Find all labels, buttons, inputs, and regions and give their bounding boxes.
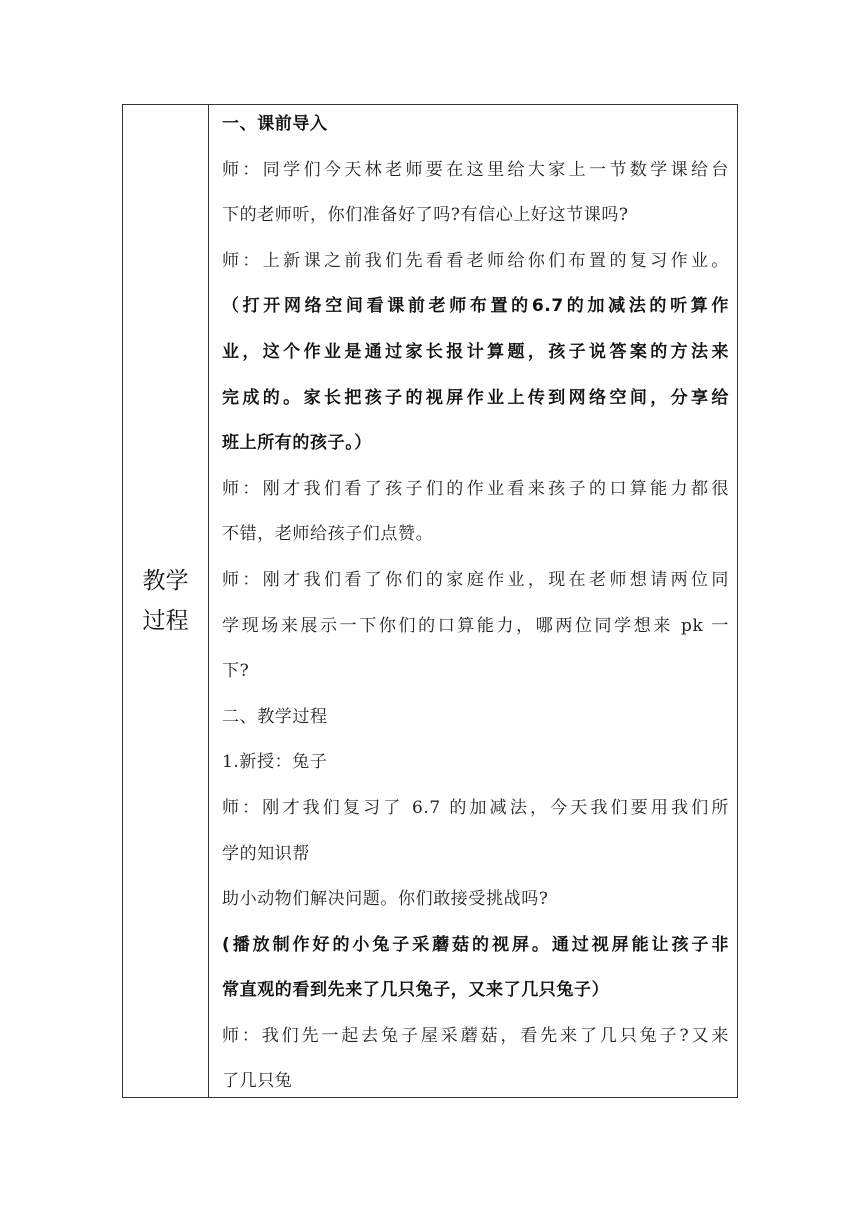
content-line: 师：刚才我们看了你们的家庭作业，现在老师想请两位同 [222, 569, 729, 590]
content-line: 常直观的看到先来了几只兔子，又来了几只兔子） [222, 980, 610, 1001]
content-line: 完成的。家长把孩子的视屏作业上传到网络空间，分享给 [222, 387, 729, 408]
content-line: 1.新授：兔子 [222, 752, 328, 773]
content-line: （打开网络空间看课前老师布置的6.7的加减法的听算作 [222, 296, 729, 317]
section-label-cell [123, 105, 209, 1097]
content-line: 学的知识帮 [222, 843, 310, 864]
content-line: 师：上新课之前我们先看看老师给你们布置的复习作业。 [222, 250, 729, 271]
content-line: 师：我们先一起去兔子屋采蘑菇，看先来了几只兔子?又来 [222, 1025, 729, 1046]
content-line: 业，这个作业是通过家长报计算题，孩子说答案的方法来 [222, 341, 729, 362]
content-line: 师：同学们今天林老师要在这里给大家上一节数学课给台 [222, 159, 729, 180]
content-line: 助小动物们解决问题。你们敢接受挑战吗? [222, 889, 549, 910]
content-line: 班上所有的孩子。） [222, 433, 372, 454]
content-line: 下? [222, 661, 250, 682]
content-line: 不错，老师给孩子们点赞。 [222, 524, 434, 545]
content-line: 师：刚才我们复习了 6.7 的加减法，今天我们要用我们所 [222, 797, 729, 818]
section-label: 教学过程 [142, 568, 189, 634]
content-line: 学现场来展示一下你们的口算能力，哪两位同学想来 pk 一 [222, 615, 729, 636]
lesson-content-cell [209, 105, 737, 1097]
lesson-plan-table [122, 104, 738, 1098]
content-line: (播放制作好的小兔子采蘑菇的视屏。通过视屏能让孩子非 [222, 934, 729, 955]
content-line: 二、教学过程 [222, 706, 328, 727]
content-line: 师：刚才我们看了孩子们的作业看来孩子的口算能力都很 [222, 478, 729, 499]
content-line: 下的老师听，你们准备好了吗?有信心上好这节课吗? [222, 205, 629, 226]
content-line: 了几只兔 [222, 1071, 293, 1092]
content-line: 一、课前导入 [222, 114, 328, 134]
